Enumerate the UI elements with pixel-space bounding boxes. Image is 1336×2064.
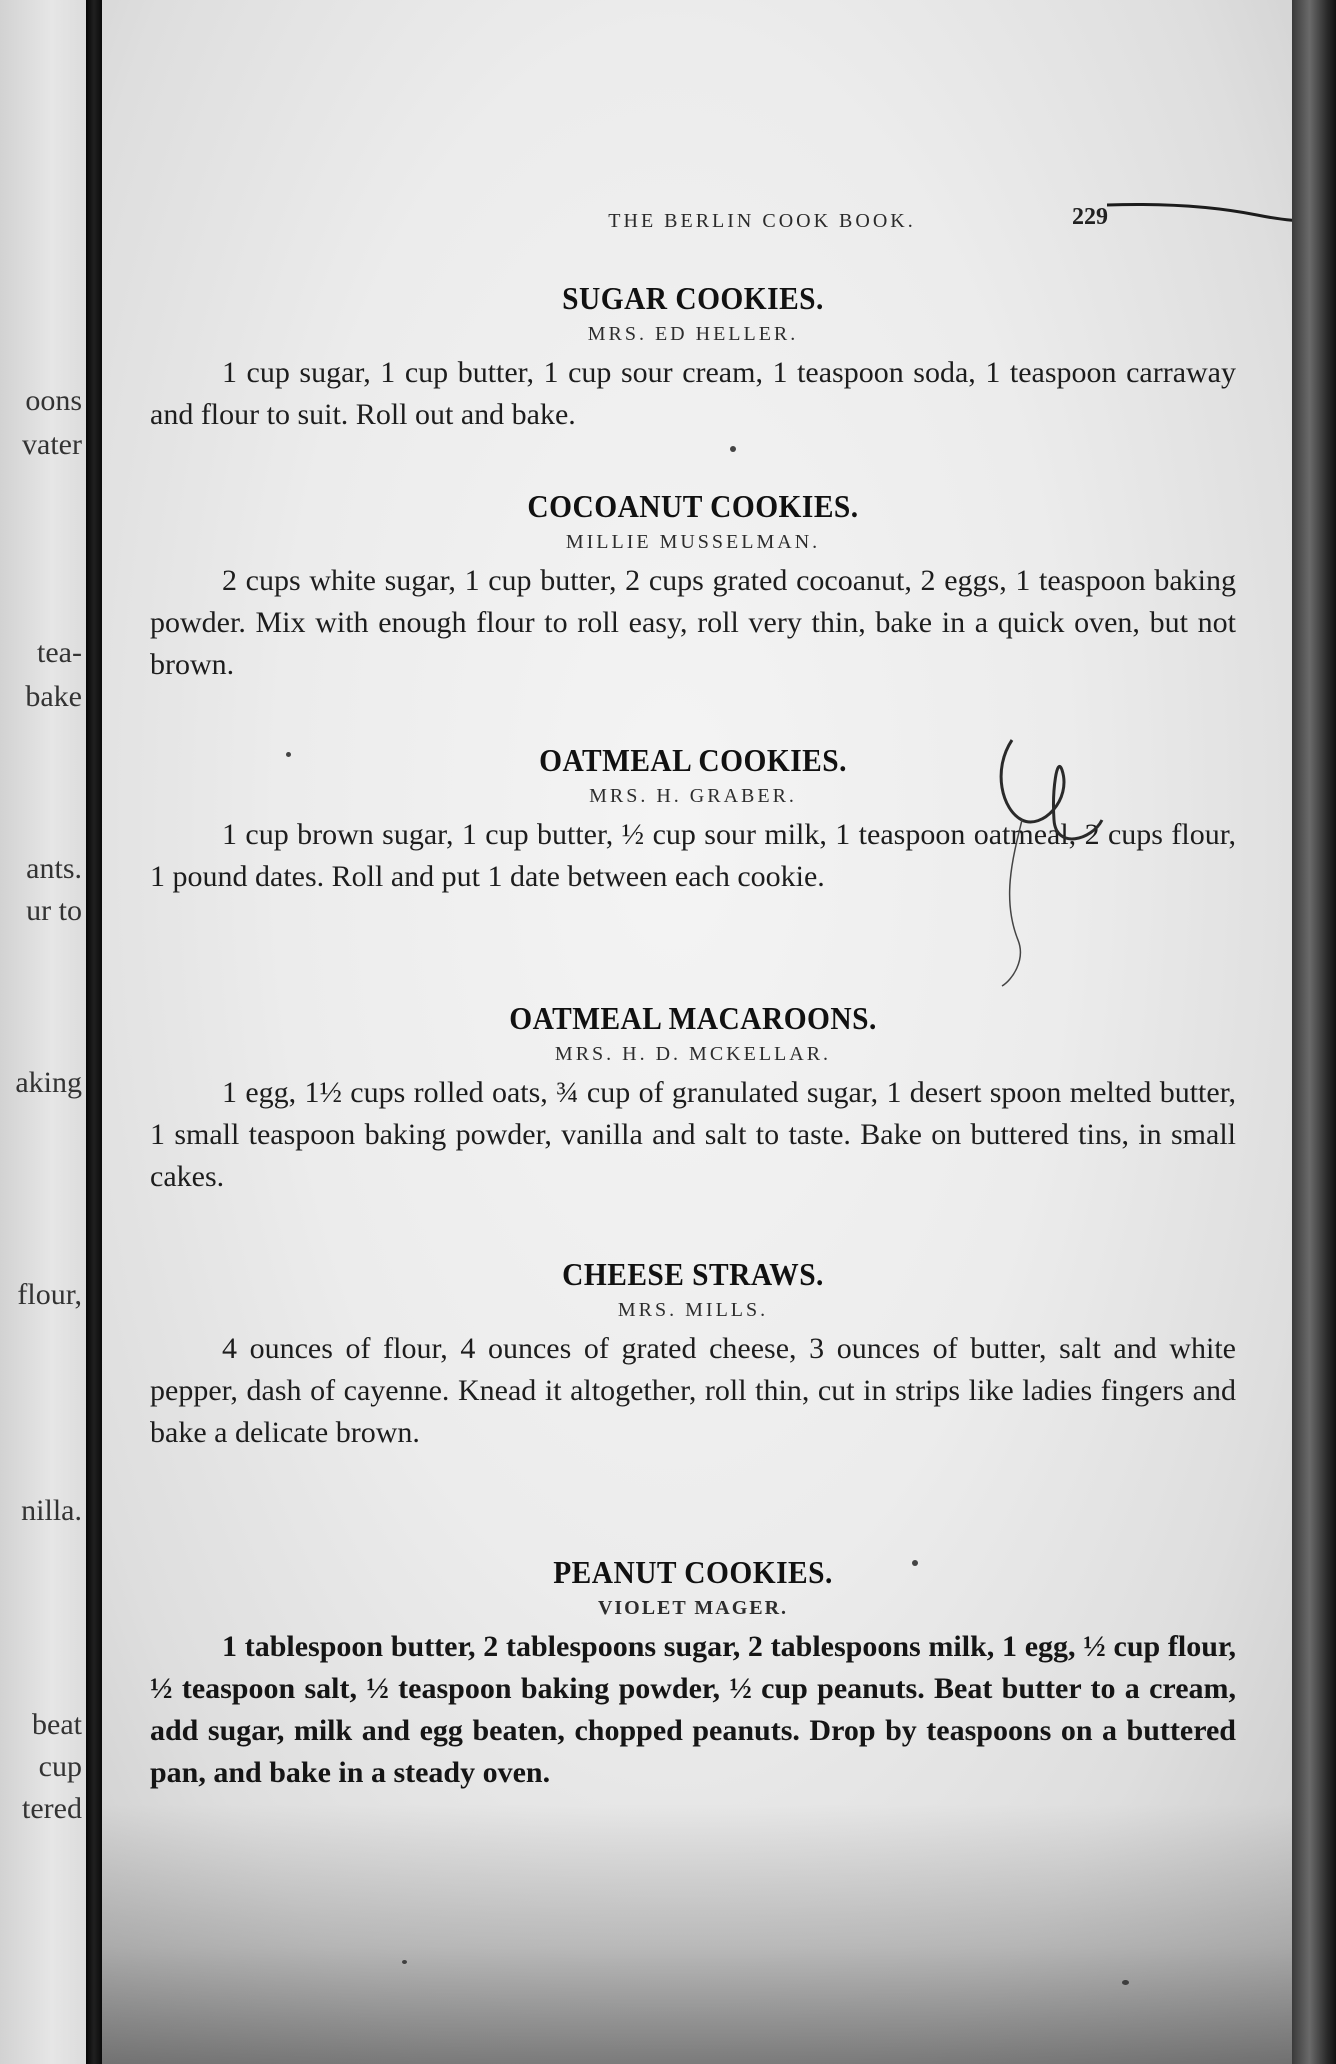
ink-speck [912,1560,918,1566]
pen-scribble-mark [982,730,1122,990]
recipe-author: MRS. H. GRABER. [589,785,797,807]
book-gutter [86,0,102,2064]
left-page-fragment: bake [25,680,82,713]
running-head: THE BERLIN COOK BOOK. [608,210,916,232]
left-page-fragment: beat [32,1708,82,1741]
ink-speck [402,1960,407,1964]
ink-speck [730,446,736,452]
recipe-title: PEANUT COOKIES. [553,1554,833,1590]
recipe-cocoanut-cookies [150,488,1236,686]
book-page [102,0,1292,2064]
recipe-author: VIOLET MAGER. [597,1597,789,1619]
recipe-body: 1 tablespoon butter, 2 tablespoons sugar, 2 tablespoons milk, 1 egg, ½ cup flour, ½ teaspoon salt, ½ teaspoon baking powder, ½ cup peanuts. Beat butter to a cream, add sugar, milk and egg beaten, chopped peanuts. Drop by teaspoons on a buttered pan, and bake in a steady oven. [150,1630,1236,1789]
recipe-author: MILLIE MUSSELMAN. [565,531,821,553]
page-number: 229 [1072,204,1108,230]
recipe-author: MRS. ED HELLER. [587,323,799,345]
left-page-fragment: cup [38,1750,82,1783]
recipe-peanut-cookies [150,1554,1236,1794]
recipe-cheese-straws [150,1256,1236,1454]
left-page-fragment: oons [25,384,82,417]
recipe-title: SUGAR COOKIES. [562,280,824,316]
recipe-title: CHEESE STRAWS. [562,1256,824,1292]
page-stack-edge [1292,0,1336,2064]
curl-mark [1107,195,1292,235]
recipe-title: COCOANUT COOKIES. [527,488,859,524]
left-page-fragment: tea- [37,636,82,669]
ink-speck [1122,1980,1129,1985]
recipe-body: 1 cup brown sugar, 1 cup butter, ½ cup sour milk, 1 teaspoon oatmeal, 2 cups flour, 1 pound dates. Roll and put 1 date between each cookie. [150,818,1236,893]
recipe-sugar-cookies [150,280,1236,436]
left-page-fragment: nilla. [21,1494,82,1527]
recipe-oatmeal-macaroons [150,1000,1236,1198]
left-page-fragment: tered [22,1792,82,1825]
left-page-fragment: ur to [26,894,82,927]
recipe-author: MRS. H. D. MCKELLAR. [554,1043,832,1065]
recipe-body: 1 cup sugar, 1 cup butter, 1 cup sour cream, 1 teaspoon soda, 1 teaspoon carraway and flour to suit. Roll out and bake. [150,356,1236,431]
recipe-body: 1 egg, 1½ cups rolled oats, ¾ cup of granulated sugar, 1 desert spoon melted butter, 1 small teaspoon baking powder, vanilla and salt to taste. Bake on buttered tins, in small cakes. [150,1076,1236,1193]
recipe-author: MRS. MILLS. [617,1299,769,1321]
recipe-title: OATMEAL MACAROONS. [509,1000,877,1036]
recipe-title: OATMEAL COOKIES. [539,742,847,778]
recipe-body: 2 cups white sugar, 1 cup butter, 2 cups grated cocoanut, 2 eggs, 1 teaspoon baking powder. Mix with enough flour to roll easy, roll very thin, bake in a quick oven, but not brown. [150,564,1236,681]
recipe-body: 4 ounces of flour, 4 ounces of grated cheese, 3 ounces of butter, salt and white pepper, dash of cayenne. Knead it altogether, roll thin, cut in strips like ladies fingers and bake a delicate brown. [150,1332,1236,1449]
previous-page-edge [0,0,86,2064]
left-page-fragment: aking [15,1066,82,1099]
left-page-fragment: vater [22,428,82,461]
ink-speck [286,752,291,757]
left-page-fragment: ants. [26,852,82,885]
left-page-fragment: flour, [17,1278,82,1311]
